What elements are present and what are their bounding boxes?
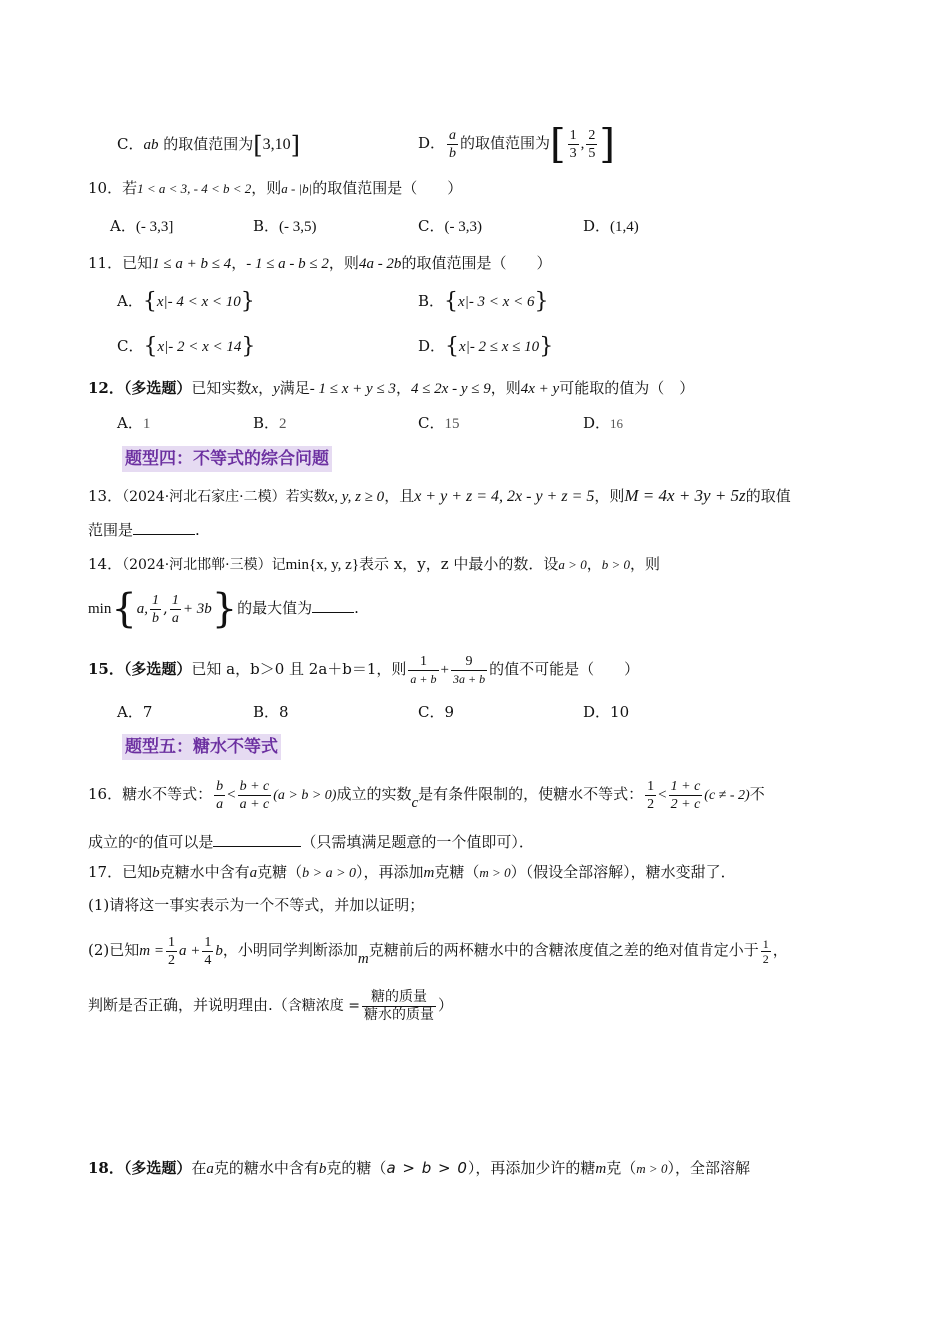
option-value: 16 [610, 416, 624, 431]
text: 是有条件限制的，使糖水不等式： [418, 785, 644, 803]
text: ，则 [490, 379, 521, 397]
question-17-part3 [88, 985, 453, 1026]
question-16 [88, 772, 765, 825]
question-source: （2024·河北石家庄·二模）若实数 [122, 489, 328, 505]
text: 的值不可能是（ ） [489, 660, 640, 678]
math-var: m [595, 1161, 607, 1177]
q9-option-d[interactable] [418, 121, 616, 168]
math-condition: 1 < a < 3, - 4 < b < 2 [137, 181, 252, 196]
text: ），再添加 [356, 863, 424, 881]
option-label: C． [117, 337, 144, 355]
math-min: min [88, 601, 112, 617]
option-value: (- 3,5) [279, 219, 317, 235]
option-label: D． [418, 134, 446, 152]
text: 克的糖（ [326, 1159, 387, 1177]
option-label: A． [117, 703, 143, 721]
question-number: 18． [88, 1159, 124, 1177]
option-label: B． [253, 414, 280, 432]
section-heading-4: 题型四：不等式的综合问题 [122, 446, 332, 472]
option-label: C． [418, 703, 445, 721]
text: . [354, 599, 359, 617]
question-tag: （多选题） [123, 660, 192, 678]
text: 已知 a，b＞0 且 2a＋b＝1，则 [191, 660, 407, 678]
math-var: m [423, 865, 435, 881]
q11-option-b[interactable]: B．{x|- 3 < x < 6} [418, 289, 549, 314]
text: 表示 x，y，z 中最小的数．设 [359, 555, 559, 573]
text: 的取值范围是（ ） [401, 254, 552, 272]
option-value: 2 [279, 416, 287, 432]
option-value: 9 [444, 703, 455, 721]
math-var: x [251, 381, 259, 397]
text: 在 [191, 1159, 207, 1177]
text: 成立的实数 [336, 785, 412, 803]
q12-option-c[interactable] [418, 411, 459, 436]
q12-option-b[interactable] [253, 411, 287, 436]
text: 克糖前后的两杯糖水中的含糖浓度值之差的绝对值肯定小于 [368, 941, 759, 959]
q10-option-d[interactable] [583, 214, 639, 239]
text: ，则 [328, 254, 359, 272]
option-label: D． [583, 217, 611, 235]
text: ），全部溶解 [667, 1159, 750, 1177]
option-label: D． [418, 337, 446, 355]
q12-option-a[interactable] [117, 411, 150, 436]
question-11 [88, 251, 551, 276]
question-number: 17．已知 [88, 863, 153, 881]
text: ， [586, 555, 602, 573]
math-fraction: $\frac{1}{a + b}$ [410, 653, 437, 686]
question-number: 15． [88, 660, 124, 678]
option-label: C． [117, 135, 144, 153]
math-var: m [357, 951, 369, 967]
text: ， [231, 254, 247, 272]
question-number: 10．若 [88, 179, 138, 197]
question-13-line2 [88, 518, 200, 542]
math-expression: m = [139, 943, 164, 959]
option-value: x|- 3 < x < 6 [458, 294, 535, 310]
q15-option-c[interactable] [418, 700, 454, 724]
math-var: a, [136, 601, 149, 617]
math-fraction-b-over-a: $\frac{b}{a}$ [216, 778, 224, 812]
text: ，且 [384, 487, 415, 505]
q9-option-c[interactable] [117, 131, 301, 160]
question-13 [88, 484, 791, 509]
option-label: D． [583, 703, 611, 721]
option-value: x|- 2 < x < 14 [157, 339, 242, 355]
math-condition: 1 ≤ a + b ≤ 4 [152, 256, 232, 272]
section-heading-5: 题型五：糖水不等式 [122, 734, 281, 760]
question-number: 14． [88, 555, 123, 573]
math-condition: a > b > 0 [386, 1159, 468, 1177]
text: 的取值范围是（ ） [312, 179, 463, 197]
text: 范围是 [88, 521, 134, 539]
math-lt: < [227, 787, 236, 803]
math-fraction: $\frac{9}{3a + b}$ [453, 653, 486, 686]
answer-blank[interactable] [133, 520, 195, 535]
q12-option-d[interactable] [583, 411, 623, 436]
question-15 [88, 650, 639, 689]
question-16-line2 [88, 827, 534, 854]
math-expression: M = 4x + 3y + 5z [624, 486, 746, 505]
math-var: c [411, 795, 419, 811]
q15-option-d[interactable] [583, 700, 629, 724]
math-var: b [215, 943, 223, 959]
question-number: 12． [88, 379, 124, 397]
answer-blank[interactable] [312, 598, 354, 613]
option-value: (- 3,3) [444, 219, 482, 235]
question-14-line2: min{a, $\frac{1}{b}$ , $\frac{1}{a}$ + 3b}的最大值为 . [88, 586, 359, 632]
question-17-part1: (1)请将这一事实表示为一个不等式，并加以证明； [88, 896, 425, 914]
text: 克糖水中含有 [159, 863, 250, 881]
option-text: 的取值范围为 [163, 135, 254, 153]
text: 已知实数 [191, 379, 252, 397]
math-condition: x + y + z = 4, 2x - y + z = 5 [414, 488, 595, 505]
text: 克糖（ [434, 863, 480, 881]
text: ， [258, 379, 274, 397]
text: ，小明同学判断添加 [222, 941, 358, 959]
math-fraction: $\frac{1 + c}{2 + c}$ [670, 778, 701, 812]
q11-option-c[interactable]: C．{x|- 2 < x < 14} [117, 334, 256, 359]
text: . [195, 521, 200, 539]
option-value: x|- 4 < x < 10 [156, 294, 241, 310]
math-fraction: $\frac{b + c}{a + c}$ [239, 778, 270, 812]
option-value: 8 [279, 703, 289, 721]
option-text: 的取值范围为 [460, 134, 551, 152]
text: 判断是否正确，并说明理由.（ [88, 996, 288, 1014]
math-condition: a > 0 [558, 557, 587, 572]
text: 克的糖水中含有 [213, 1159, 319, 1177]
option-label: C． [418, 414, 445, 432]
text: ， [395, 379, 411, 397]
option-label: A． [110, 217, 136, 235]
text: （只需填满足题意的一个值即可）． [301, 833, 534, 851]
math-var: y [273, 381, 280, 397]
math-expression: min{x, y, z} [285, 557, 360, 573]
math-var: c [133, 832, 139, 846]
question-12 [88, 376, 694, 401]
math-interval: [3,10] [253, 131, 301, 160]
math-expression: + 3b [182, 601, 212, 617]
option-value: 10 [610, 703, 630, 721]
math-fraction-1-over-a: $\frac{1}{a}$ [171, 592, 179, 626]
text: ，则 [630, 555, 661, 573]
math-expression: 4a - 2b [358, 256, 402, 272]
text: ）（假设全部溶解），糖水变甜了． [510, 863, 736, 881]
math-fraction-1-over-b: $\frac{1}{b}$ [152, 592, 160, 626]
q15-option-b[interactable] [253, 700, 289, 724]
math-label: 含糖浓度 = [287, 998, 360, 1014]
option-value: x|- 2 ≤ x ≤ 10 [459, 339, 540, 355]
option-value: 1 [142, 416, 151, 432]
text: ），再添加少许的糖 [467, 1159, 596, 1177]
text: 成立的 [88, 833, 134, 851]
math-var: a [249, 865, 258, 881]
text: 的取值 [745, 487, 791, 505]
math-fraction-half: $\frac{1}{2}$ [647, 778, 655, 812]
math-condition: b > a > 0 [302, 866, 357, 881]
math-fraction-quarter: $\frac{1}{4}$ [204, 934, 212, 968]
text: (2)已知 [88, 941, 140, 959]
q10-option-c[interactable] [418, 214, 482, 239]
math-fraction-half: $\frac{1}{2}$ [762, 936, 769, 966]
math-condition: - 1 ≤ x + y ≤ 3 [309, 381, 396, 397]
option-label: C． [418, 217, 445, 235]
math-condition: 4 ≤ 2x - y ≤ 9 [410, 381, 491, 397]
text: 可能取的值为（ ） [559, 379, 695, 397]
option-value: 15 [444, 416, 460, 432]
option-label: D． [583, 414, 611, 432]
math-plus: + [440, 662, 449, 678]
q10-option-a[interactable] [110, 214, 173, 239]
math-condition: x, y, z ≥ 0 [327, 489, 385, 505]
math-var: a [206, 1161, 214, 1177]
math-lt: < [658, 787, 667, 803]
math-fraction-a-over-b: $\frac{a}{b}$ [449, 127, 457, 161]
math-interval: [ $\frac{1}{3}$ , $\frac{2}{5}$ ] [550, 121, 616, 168]
question-14 [88, 552, 660, 577]
math-expression: 4x + y [520, 381, 560, 397]
question-number: 13． [88, 487, 123, 505]
option-label: A． [117, 414, 143, 432]
question-source: （2024·河北邯郸·三模）记 [122, 557, 286, 573]
math-expression: a - |b| [281, 181, 313, 196]
q15-option-a[interactable] [117, 700, 152, 724]
math-condition: (a > b > 0) [273, 788, 337, 803]
text: 满足 [279, 379, 310, 397]
option-label: B． [253, 217, 280, 235]
math-ab: ab [143, 137, 159, 153]
question-17-part2 [88, 928, 788, 981]
text: ，则 [251, 179, 282, 197]
text: 克（ [606, 1159, 637, 1177]
math-var: b [318, 1161, 327, 1177]
math-condition: m > 0 [479, 865, 511, 880]
option-value: (- 3,3] [135, 219, 174, 235]
math-fraction-concentration: $\frac{\text{糖的质量}}{\text{糖水的质量}}$ [363, 988, 434, 1023]
text: 的值可以是 [138, 833, 214, 851]
q11-option-d[interactable]: D．{x|- 2 ≤ x ≤ 10} [418, 334, 554, 359]
math-condition: (c ≠ - 2) [704, 788, 750, 803]
text: ） [437, 996, 453, 1014]
math-condition: m > 0 [636, 1161, 668, 1176]
option-label: A． [117, 292, 143, 310]
question-10 [88, 176, 462, 201]
option-value: (1,4) [610, 219, 639, 235]
text: 的最大值为 [237, 599, 313, 617]
math-fraction-half: $\frac{1}{2}$ [167, 934, 175, 968]
text: ，则 [594, 487, 625, 505]
text: 不 [749, 785, 765, 803]
text: ， [772, 941, 788, 959]
answer-blank[interactable] [213, 832, 301, 847]
question-18 [88, 1156, 750, 1181]
question-17 [88, 860, 736, 886]
option-label: B． [418, 292, 445, 310]
option-label: B． [253, 703, 280, 721]
question-number: 16．糖水不等式： [88, 785, 213, 803]
text: 克糖（ [257, 863, 303, 881]
q11-option-a[interactable]: A．{x|- 4 < x < 10} [117, 289, 255, 314]
q10-option-b[interactable] [253, 214, 317, 239]
question-number: 11．已知 [88, 254, 153, 272]
option-value: 7 [142, 703, 153, 721]
math-expression: a + [178, 943, 201, 959]
question-tag: （多选题） [123, 379, 192, 397]
question-tag: （多选题） [123, 1159, 192, 1177]
math-condition: - 1 ≤ a - b ≤ 2 [246, 256, 329, 272]
math-var: b [152, 865, 160, 881]
math-condition: b > 0 [601, 557, 630, 572]
